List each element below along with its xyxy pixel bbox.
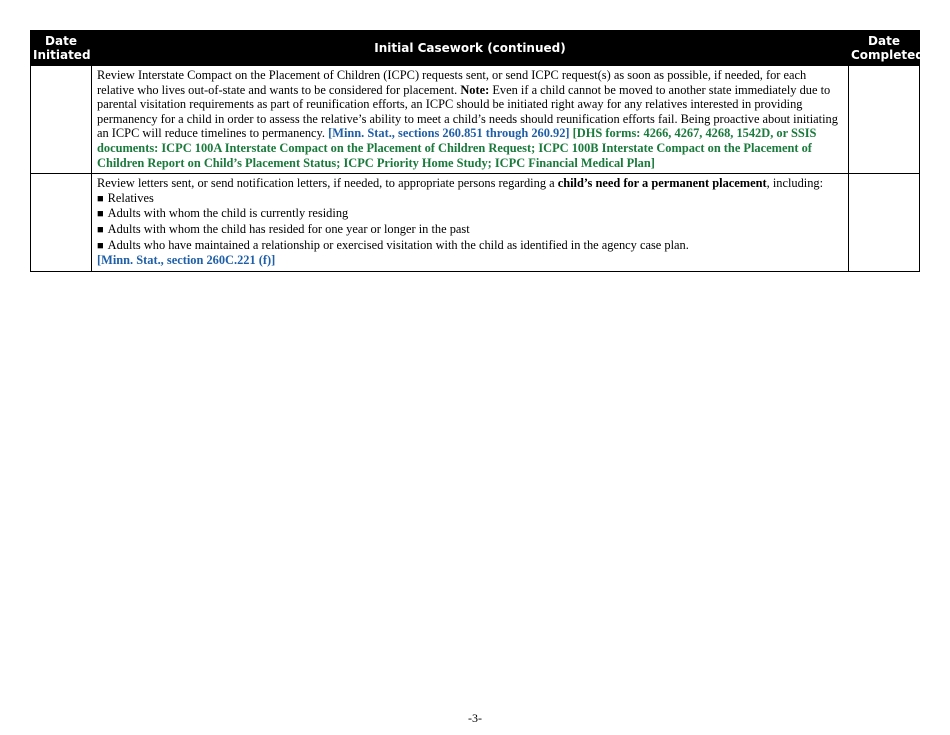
statute-reference: [Minn. Stat., sections 260.851 through 260.92] xyxy=(328,126,570,141)
recipient-list xyxy=(97,191,842,253)
list-item: ■ Adults who have maintained a relationship or exercised visitation with the child as identified in the agency case plan. xyxy=(97,237,689,252)
square-bullet-icon: ■ xyxy=(97,239,104,252)
table-row xyxy=(31,174,920,272)
square-bullet-icon: ■ xyxy=(97,208,104,221)
task-text-end: , including: xyxy=(766,176,824,191)
forms-reference: [DHS forms: 4266, 4267, 4268, 1542D, or SSIS documents: ICPC 100A Interstate Compact on the Placement of Children Request; ICPC 100B Interstate Compact on the Placement of Children Report on Child’s Placement Status; ICPC Priority Home Study; ICPC Financial Medical Plan] xyxy=(97,126,817,170)
page-number: -3- xyxy=(468,711,482,725)
date-completed-cell[interactable] xyxy=(849,174,920,272)
statute-reference: [Minn. Stat., section 260C.221 (f)] xyxy=(97,253,276,268)
date-initiated-header: Date Initiated xyxy=(31,31,92,66)
square-bullet-icon: ■ xyxy=(97,192,104,205)
task-text: Review letters sent, or send notification letters, if needed, to appropriate persons regarding a xyxy=(97,176,558,191)
casework-table xyxy=(30,30,924,272)
note-label: Note: xyxy=(460,82,490,97)
list-item: ■ Relatives xyxy=(97,190,154,205)
list-item: ■ Adults with whom the child has resided for one year or longer in the past xyxy=(97,221,470,236)
table-row xyxy=(31,66,920,174)
task-bold-text: child’s need for a permanent placement xyxy=(557,176,767,191)
date-initiated-cell[interactable] xyxy=(31,66,92,174)
task-text-note: Even if a child cannot be moved to another state immediately due to parental visitation requirements as part of reunification efforts, an ICPC should be initiated right away for any relatives interested in providing permanency for a child in order to assess the relative’s ability to meet a child’s needs should reunification efforts fail. Being proactive about initiating an ICPC will reduce timelines to permanency. xyxy=(97,82,838,141)
date-initiated-cell[interactable] xyxy=(31,174,92,272)
square-bullet-icon: ■ xyxy=(97,223,104,236)
task-description-cell xyxy=(92,174,849,272)
date-completed-header: Date Completed xyxy=(849,31,920,66)
task-text: Review Interstate Compact on the Placement of Children (ICPC) requests sent, or send ICPC request(s) as soon as possible, if needed, for each relative who lives out-of-state and wants to be considered for placement. xyxy=(97,68,807,97)
task-description-cell xyxy=(92,66,849,174)
list-item: ■ Adults with whom the child is currently residing xyxy=(97,206,349,221)
section-title-header: Initial Casework (continued) xyxy=(92,31,849,66)
table-header-row xyxy=(31,31,920,66)
date-completed-cell[interactable] xyxy=(849,66,920,174)
